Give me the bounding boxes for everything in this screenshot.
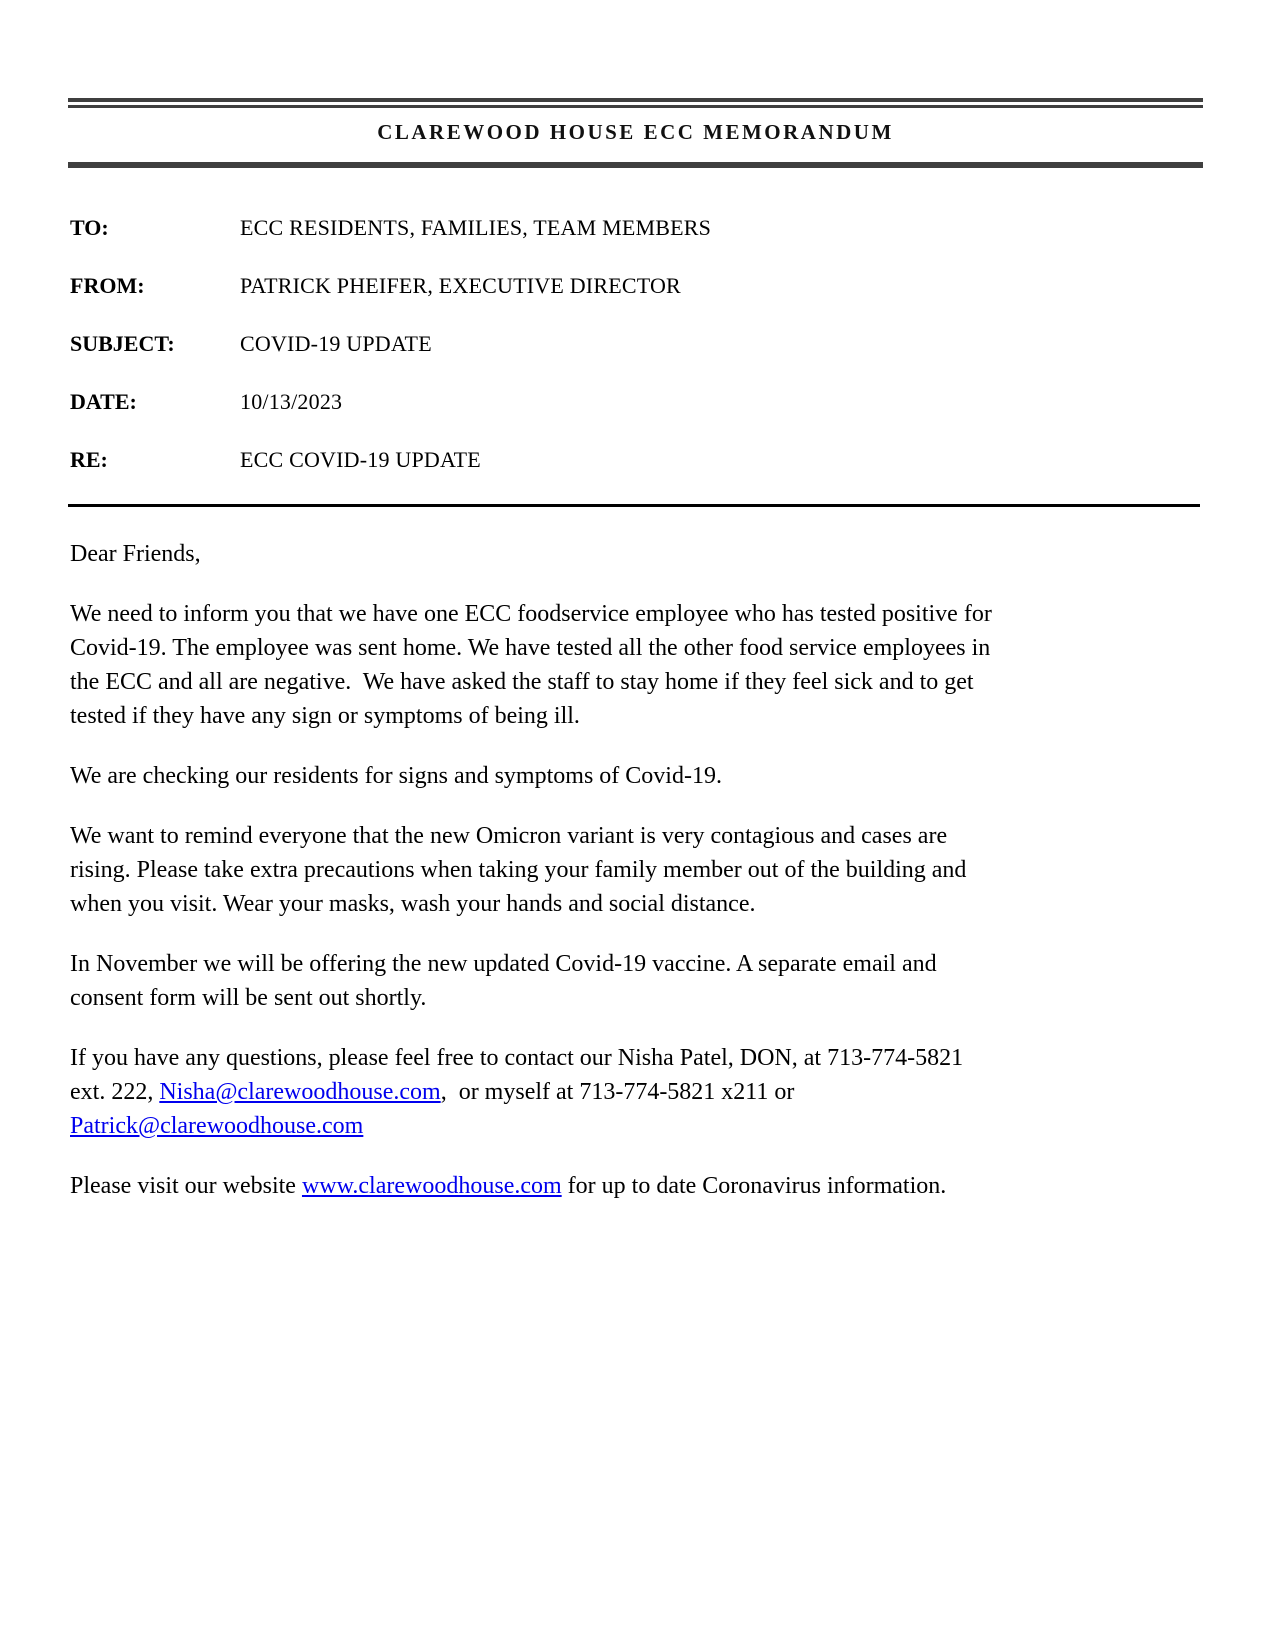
body-paragraph <box>70 1041 1170 1143</box>
memo-title: CLAREWOOD HOUSE ECC MEMORANDUM <box>377 120 894 144</box>
memo-header-banner <box>68 98 1203 168</box>
memo-field-row <box>70 214 1203 242</box>
text-line <box>70 1109 1170 1143</box>
field-label: TO: <box>70 215 109 240</box>
field-value: ECC RESIDENTS, FAMILIES, TEAM MEMBERS <box>240 215 712 240</box>
text-line <box>70 853 1170 887</box>
text-run: If you have any questions, please feel free to contact our Nisha Patel, DON, at 713-774-5821 <box>70 1045 964 1071</box>
text-line <box>70 759 1170 793</box>
body-paragraph <box>70 819 1170 921</box>
memo-fields <box>70 214 1203 474</box>
banner-top-rule-thin <box>68 105 1203 108</box>
text-run: when you visit. Wear your masks, wash your hands and social distance. <box>70 891 756 917</box>
field-label: RE: <box>70 447 108 472</box>
field-value: 10/13/2023 <box>240 389 343 414</box>
text-run: rising. Please take extra precautions when taking your family member out of the building and <box>70 857 967 883</box>
text-run: Please visit our website <box>70 1173 302 1199</box>
text-run: We are checking our residents for signs and symptoms of Covid-19. <box>70 763 722 789</box>
letter-body <box>70 537 1170 1203</box>
body-paragraph <box>70 759 1170 793</box>
text-line <box>70 981 1170 1015</box>
text-run: We need to inform you that we have one ECC foodservice employee who has tested positive for <box>70 601 992 627</box>
banner-bottom-rule <box>68 162 1203 168</box>
text-run: the ECC and all are negative. We have asked the staff to stay home if they feel sick and to get <box>70 669 974 695</box>
text-line <box>70 699 1170 733</box>
text-run: Covid-19. The employee was sent home. We have tested all the other food service employees in <box>70 635 991 661</box>
text-line <box>70 947 1170 981</box>
field-value: COVID-19 UPDATE <box>240 331 432 356</box>
text-run: for up to date Coronavirus information. <box>561 1173 947 1199</box>
body-paragraph <box>70 597 1170 733</box>
text-run: tested if they have any sign or symptoms of being ill. <box>70 703 580 729</box>
text-line <box>70 631 1170 665</box>
text-line <box>70 1041 1170 1075</box>
text-line <box>70 1169 1170 1203</box>
field-label: FROM: <box>70 273 145 298</box>
memo-field-row <box>70 446 1203 474</box>
field-value: ECC COVID-19 UPDATE <box>240 447 481 472</box>
email-link[interactable]: Patrick@clarewoodhouse.com <box>70 1113 364 1139</box>
text-run: In November we will be offering the new updated Covid-19 vaccine. A separate email and <box>70 951 937 977</box>
text-line <box>70 1075 1170 1109</box>
text-run: ext. 222, <box>70 1079 160 1105</box>
memo-field-row <box>70 388 1203 416</box>
text-line <box>70 597 1170 631</box>
header-divider-rule <box>68 504 1200 507</box>
text-line <box>70 887 1170 921</box>
body-paragraph <box>70 947 1170 1015</box>
website-link[interactable]: www.clarewoodhouse.com <box>301 1173 562 1199</box>
field-label: SUBJECT: <box>70 331 175 356</box>
text-line <box>70 665 1170 699</box>
banner-top-rule-thick <box>68 98 1203 102</box>
email-link[interactable]: Nisha@clarewoodhouse.com <box>159 1079 441 1105</box>
text-run: , or myself at 713-774-5821 x211 or <box>440 1079 795 1105</box>
field-label: DATE: <box>70 389 137 414</box>
text-run: We want to remind everyone that the new Omicron variant is very contagious and cases are <box>70 823 948 849</box>
text-run: consent form will be sent out shortly. <box>70 985 427 1011</box>
salutation: Dear Friends, <box>70 541 201 567</box>
body-paragraphs <box>70 597 1170 1203</box>
memo-field-row <box>70 272 1203 300</box>
field-value: PATRICK PHEIFER, EXECUTIVE DIRECTOR <box>240 273 681 298</box>
body-paragraph <box>70 1169 1170 1203</box>
memo-field-row <box>70 330 1203 358</box>
text-line <box>70 819 1170 853</box>
